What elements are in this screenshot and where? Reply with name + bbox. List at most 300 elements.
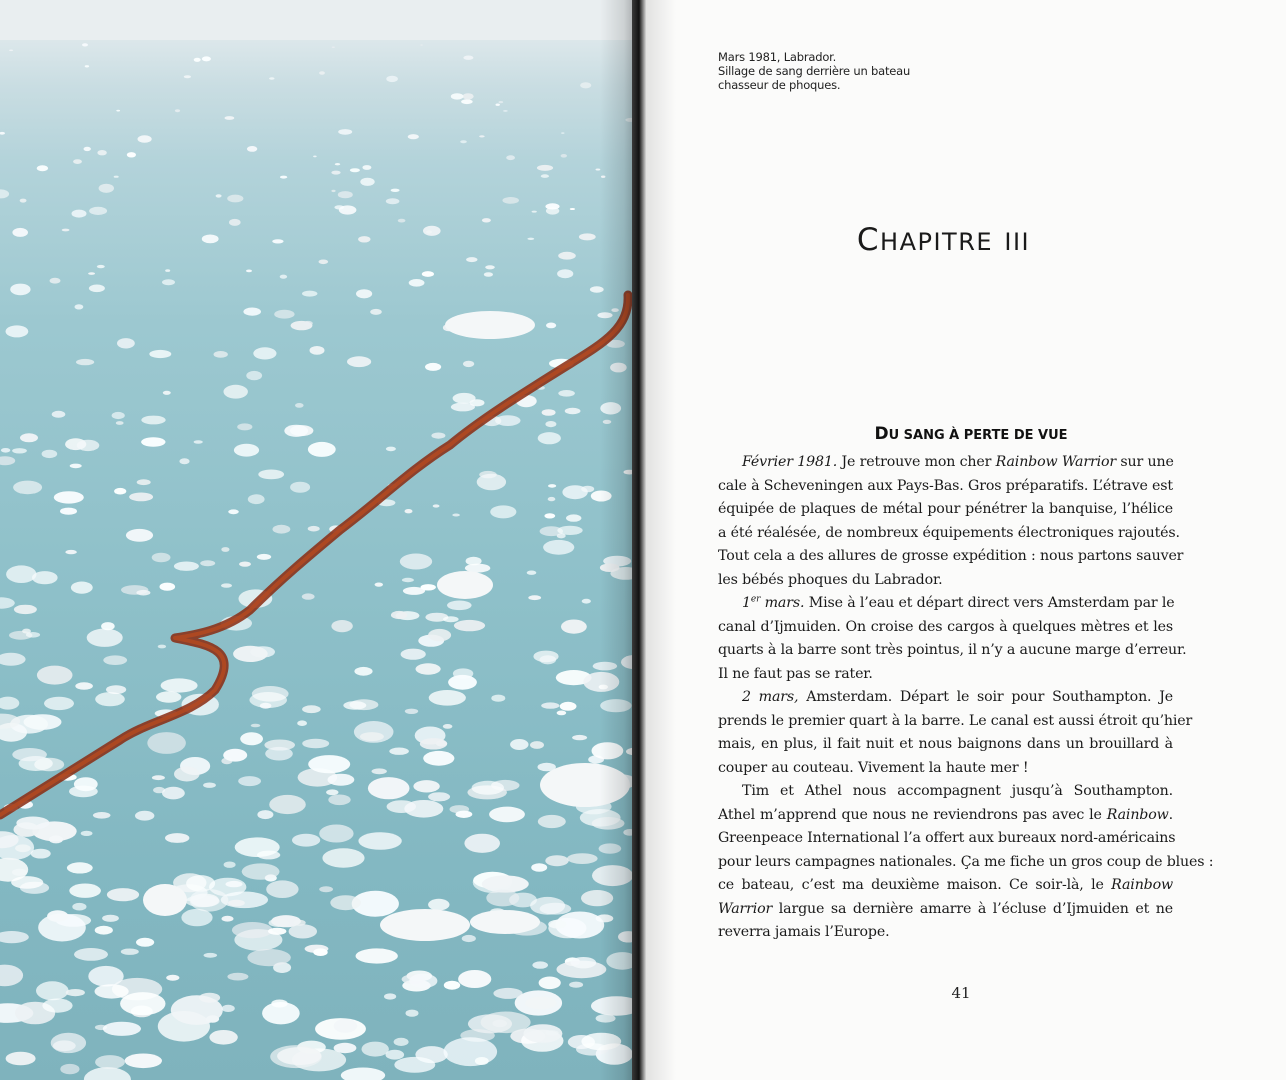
ice-floe bbox=[523, 1024, 562, 1043]
ice-floe bbox=[408, 134, 419, 139]
ice-floe bbox=[567, 853, 598, 864]
ice-floe bbox=[222, 1005, 235, 1012]
ice-floe bbox=[95, 692, 125, 706]
ice-floe bbox=[545, 855, 568, 866]
ice-floe bbox=[0, 931, 29, 943]
ice-floe bbox=[582, 599, 591, 604]
ice-floe bbox=[0, 597, 15, 608]
text-span: Je retrouve mon cher bbox=[837, 454, 996, 470]
ice-floe bbox=[334, 1043, 357, 1053]
ice-floe bbox=[37, 165, 48, 171]
ice-floe bbox=[271, 915, 301, 927]
ice-floe bbox=[338, 129, 352, 135]
ice-floe bbox=[566, 514, 581, 521]
ice-floe bbox=[425, 363, 441, 371]
ice-floe bbox=[233, 646, 268, 662]
ice-floe bbox=[334, 205, 344, 209]
ice-floe bbox=[319, 825, 353, 843]
ice-floe bbox=[548, 920, 566, 929]
ice-floe bbox=[451, 403, 475, 412]
ice-floe bbox=[561, 620, 587, 634]
ice-floe bbox=[548, 497, 556, 501]
ice-floe bbox=[331, 171, 340, 175]
ice-floe bbox=[101, 622, 115, 630]
ice-floe bbox=[50, 278, 61, 284]
text-line: pour leurs campagnes nationales. Ça me fiche un gros coup de blues : bbox=[718, 853, 1214, 870]
ice-floe bbox=[73, 159, 82, 164]
ice-floe bbox=[453, 668, 473, 678]
ice-floe bbox=[331, 620, 352, 632]
ice-floe bbox=[546, 323, 556, 329]
ice-floe bbox=[200, 560, 215, 566]
ice-floe bbox=[0, 965, 23, 987]
ice-floe bbox=[75, 304, 84, 309]
ice-floe bbox=[570, 208, 575, 210]
date-emphasis: Février 1981. bbox=[742, 454, 838, 470]
ice-floe bbox=[84, 147, 91, 151]
ice-floe bbox=[137, 479, 151, 485]
ice-floe bbox=[493, 988, 522, 999]
ice-floe bbox=[227, 973, 248, 981]
ice-floe bbox=[60, 1064, 79, 1074]
ice-floe bbox=[12, 748, 47, 761]
ice-floe bbox=[44, 697, 74, 710]
ice-floe bbox=[251, 724, 261, 728]
ice-floe bbox=[548, 484, 556, 488]
ice-floe bbox=[386, 198, 400, 204]
ice-floe bbox=[6, 1052, 36, 1065]
ice-floe bbox=[228, 900, 245, 907]
ice-floe bbox=[66, 989, 85, 996]
ice-floe bbox=[84, 1067, 131, 1080]
ice-floe bbox=[356, 289, 372, 298]
ice-floe bbox=[49, 835, 63, 843]
ice-floe bbox=[280, 176, 287, 179]
ice-floe bbox=[174, 562, 199, 571]
ice-floe bbox=[47, 910, 68, 922]
body-text bbox=[718, 451, 1214, 945]
text-line bbox=[718, 451, 1173, 475]
ice-floe bbox=[375, 583, 383, 587]
text-span: Mise à l’eau et départ direct vers Amsterdam par le bbox=[804, 595, 1175, 611]
ice-floe bbox=[42, 999, 72, 1013]
ice-floe bbox=[67, 862, 93, 873]
ice-floe bbox=[257, 554, 271, 560]
text-span: ce bateau, c’est ma deuxième maison. Ce soir-là, le bbox=[718, 877, 1112, 893]
ice-floe bbox=[81, 831, 93, 836]
ice-floe bbox=[462, 935, 476, 942]
ice-floe bbox=[398, 219, 406, 223]
ice-floe bbox=[528, 595, 541, 600]
ice-floe bbox=[444, 1037, 498, 1066]
ice-floe bbox=[581, 486, 594, 493]
ice-floe bbox=[443, 724, 453, 729]
ice-floe bbox=[15, 844, 31, 852]
ice-floe bbox=[60, 508, 77, 515]
caption-line: Mars 1981, Labrador. bbox=[718, 50, 837, 64]
ice-floe bbox=[156, 691, 181, 702]
ice-floe bbox=[297, 720, 307, 726]
ice-floe bbox=[557, 526, 582, 535]
ice-floe bbox=[141, 437, 165, 446]
ice-floe bbox=[292, 834, 320, 847]
ice-floe bbox=[31, 849, 51, 859]
ice-floe bbox=[384, 993, 396, 999]
ice-floe bbox=[116, 110, 120, 112]
ice-floe bbox=[1, 448, 10, 453]
ice-floe bbox=[447, 601, 472, 611]
text-line: Il ne faut pas se rater. bbox=[718, 665, 873, 682]
ice-floe bbox=[538, 815, 566, 828]
ice-floe bbox=[216, 194, 222, 197]
large-ice-floe bbox=[143, 884, 187, 916]
ice-floe bbox=[54, 491, 84, 503]
ice-floe bbox=[246, 270, 252, 273]
text-line: prends le premier quart à la barre. Le canal est aussi étroit qu’hier bbox=[718, 712, 1193, 729]
text-line: couper au couteau. Vivement la haute mer ! bbox=[718, 759, 1029, 776]
ice-floe bbox=[541, 702, 559, 708]
ship-name: Rainbow Warrior bbox=[995, 454, 1117, 470]
ice-floe bbox=[269, 795, 306, 814]
ice-floe bbox=[162, 787, 185, 800]
ice-floe bbox=[95, 1055, 125, 1069]
ice-floe bbox=[400, 554, 432, 570]
ice-floe bbox=[14, 605, 37, 614]
ice-floe bbox=[580, 82, 591, 88]
ice-floe bbox=[304, 321, 313, 326]
ice-floe bbox=[538, 432, 561, 444]
ship-name: Warrior bbox=[718, 900, 773, 917]
ice-floe bbox=[362, 165, 371, 170]
ice-floe bbox=[232, 922, 273, 938]
ice-floe bbox=[334, 1019, 358, 1033]
ice-floe bbox=[239, 562, 251, 567]
ice-floe bbox=[428, 629, 451, 641]
ice-floe bbox=[224, 385, 248, 399]
ice-floe bbox=[502, 197, 519, 204]
ice-floe bbox=[532, 211, 537, 213]
ice-floe bbox=[126, 529, 153, 542]
ice-floe bbox=[579, 233, 596, 240]
ice-floe bbox=[36, 981, 69, 1000]
ice-floe bbox=[152, 775, 165, 780]
ice-floe bbox=[429, 690, 466, 706]
ice-floe bbox=[428, 792, 450, 801]
ice-floe bbox=[270, 1045, 322, 1068]
ice-floe bbox=[11, 876, 43, 889]
ice-floe bbox=[184, 75, 191, 78]
ice-floe bbox=[227, 195, 243, 203]
ice-floe bbox=[394, 1057, 435, 1073]
ice-floe bbox=[37, 666, 73, 685]
ice-floe bbox=[475, 1057, 489, 1065]
ice-floe bbox=[0, 132, 5, 135]
ice-floe bbox=[421, 584, 436, 590]
ice-floe bbox=[319, 886, 333, 892]
ice-floe bbox=[354, 667, 372, 676]
ice-floe bbox=[322, 848, 364, 867]
text-line: équipée de plaques de métal pour pénétrer la banquise, l’hélice bbox=[718, 501, 1173, 517]
ice-floe bbox=[472, 781, 504, 795]
ice-floe bbox=[209, 1030, 237, 1045]
ice-floe bbox=[530, 897, 565, 915]
ice-floe bbox=[362, 1042, 389, 1057]
ice-floe bbox=[238, 776, 261, 786]
text-line: cale à Scheveningen aux Pays-Bas. Gros préparatifs. L’étrave est bbox=[718, 477, 1173, 494]
text-span: . bbox=[1168, 806, 1173, 823]
ice-floe bbox=[249, 692, 287, 708]
ice-floe bbox=[265, 747, 293, 761]
ice-floe bbox=[194, 58, 201, 62]
ice-floe bbox=[341, 1068, 385, 1080]
ice-floe bbox=[160, 583, 176, 591]
ice-floe bbox=[531, 863, 547, 872]
ice-floe bbox=[13, 481, 42, 495]
text-line: reverra jamais l’Europe. bbox=[718, 924, 890, 940]
large-ice-floe bbox=[380, 909, 470, 941]
ice-floe bbox=[463, 56, 473, 60]
ice-floe bbox=[229, 219, 241, 226]
ice-floe bbox=[404, 800, 443, 818]
text-line: les bébés phoques du Labrador. bbox=[718, 571, 943, 588]
text-line: Tout cela a des allures de grosse expédition : nous partons sauver bbox=[718, 548, 1184, 564]
ice-floe bbox=[572, 735, 587, 740]
ice-floe bbox=[391, 189, 400, 192]
ice-floe bbox=[527, 571, 537, 575]
ice-floe bbox=[544, 513, 555, 518]
ice-floe bbox=[103, 1022, 141, 1036]
ice-floe bbox=[6, 565, 36, 583]
ice-floe bbox=[175, 109, 180, 112]
ice-floe bbox=[161, 678, 198, 692]
date-emphasis bbox=[742, 595, 804, 611]
ice-floe bbox=[114, 488, 126, 495]
ice-floe-blood-trail-photo bbox=[0, 0, 640, 1080]
text-line bbox=[718, 592, 1173, 616]
ice-floe bbox=[20, 199, 27, 203]
ice-floe bbox=[271, 1000, 287, 1008]
text-span: mars. bbox=[760, 595, 805, 611]
ice-floe bbox=[461, 99, 473, 104]
ice-floe bbox=[308, 755, 350, 773]
ice-floe bbox=[166, 975, 179, 981]
chapter-word-cap: C bbox=[856, 222, 881, 258]
ice-floe bbox=[51, 1033, 86, 1053]
ice-floe bbox=[443, 616, 459, 622]
ice-floe bbox=[52, 411, 66, 418]
ice-floe bbox=[561, 132, 564, 133]
ice-floe bbox=[235, 837, 280, 857]
ice-floe bbox=[466, 557, 482, 566]
ice-floe bbox=[202, 56, 211, 61]
text-span: Athel m’apprend que nous ne reviendrons pas avec le bbox=[718, 806, 1107, 823]
ice-floe bbox=[302, 739, 329, 749]
ice-floe bbox=[74, 777, 98, 791]
ice-floe bbox=[71, 582, 93, 594]
ice-floe bbox=[138, 135, 152, 143]
ice-floe bbox=[74, 948, 108, 961]
ice-floe bbox=[72, 903, 86, 911]
text-line bbox=[718, 874, 1173, 898]
ice-floe bbox=[308, 442, 336, 457]
ice-floe bbox=[394, 1038, 409, 1046]
ice-floe bbox=[258, 470, 284, 480]
section-title bbox=[646, 424, 1286, 444]
ice-floe bbox=[127, 152, 136, 157]
ice-floe bbox=[6, 325, 29, 337]
ice-floe bbox=[269, 77, 274, 79]
ice-floe bbox=[561, 154, 567, 158]
ice-floe bbox=[423, 751, 454, 766]
ice-floe bbox=[490, 505, 516, 518]
ice-floe bbox=[247, 949, 290, 966]
text-line: mais, en plus, il fait nuit et nous baignons dans un brouillard à bbox=[718, 736, 1173, 752]
ice-floe bbox=[240, 732, 263, 745]
ice-floe bbox=[10, 284, 30, 296]
ice-floe bbox=[272, 239, 283, 243]
ice-floe bbox=[466, 257, 477, 262]
ice-floe bbox=[557, 711, 567, 716]
right-page-text bbox=[646, 0, 1286, 1080]
ship-name: Rainbow bbox=[1106, 806, 1169, 823]
ice-floe bbox=[543, 540, 574, 555]
ice-floe bbox=[558, 390, 575, 397]
ice-floe bbox=[431, 433, 445, 439]
ice-floe bbox=[302, 593, 315, 599]
ice-floe bbox=[222, 916, 234, 922]
ice-floe bbox=[162, 279, 175, 285]
ice-floe bbox=[136, 590, 150, 596]
caption-line: Sillage de sang derrière un bateau bbox=[718, 64, 911, 78]
ice-floe bbox=[237, 423, 252, 430]
ice-floe bbox=[268, 928, 286, 935]
ice-floe bbox=[358, 832, 401, 850]
ice-floe bbox=[499, 101, 504, 103]
ice-floe bbox=[88, 272, 95, 275]
ice-floe bbox=[20, 433, 38, 442]
ice-floe bbox=[147, 732, 186, 754]
ice-floe bbox=[129, 493, 153, 502]
ice-floe bbox=[302, 705, 321, 713]
ice-floe bbox=[477, 474, 506, 490]
ice-floe bbox=[328, 795, 350, 806]
ice-floe bbox=[541, 174, 549, 178]
text-line: quarts à la barre sont très pointus, il n’y a aucune marge d’erreur. bbox=[718, 642, 1187, 658]
ice-floe bbox=[510, 739, 528, 750]
ice-floe bbox=[416, 663, 441, 674]
ice-floe bbox=[266, 880, 298, 898]
ice-floe bbox=[202, 235, 219, 244]
ice-floe bbox=[492, 1020, 507, 1028]
ice-floe bbox=[12, 448, 27, 453]
ice-floe bbox=[0, 653, 26, 666]
photo-caption bbox=[718, 50, 948, 92]
ice-floe bbox=[62, 229, 70, 232]
ice-floe bbox=[310, 346, 325, 355]
sky-haze bbox=[0, 0, 640, 40]
ice-floe bbox=[463, 93, 474, 99]
ice-floe bbox=[125, 1054, 162, 1069]
caption-line: chasseur de phoques. bbox=[718, 78, 841, 92]
ice-floe bbox=[338, 191, 353, 198]
ice-floe bbox=[565, 408, 581, 414]
ice-floe bbox=[12, 228, 28, 237]
page-number: 41 bbox=[951, 984, 971, 1002]
ice-floe bbox=[313, 948, 327, 956]
ice-floe bbox=[537, 165, 553, 171]
ice-floe bbox=[243, 308, 261, 316]
ice-floe bbox=[532, 961, 548, 968]
ice-floe bbox=[116, 421, 124, 425]
ice-floe bbox=[486, 890, 519, 907]
ice-floe bbox=[560, 702, 577, 711]
ice-floe bbox=[0, 456, 15, 465]
ice-floe bbox=[70, 464, 82, 469]
ice-floe bbox=[204, 953, 218, 958]
ice-floe bbox=[406, 1010, 419, 1017]
ice-floe bbox=[82, 43, 88, 46]
ice-floe bbox=[117, 338, 135, 348]
ice-floe bbox=[319, 260, 329, 265]
ice-floe bbox=[479, 135, 485, 137]
ice-floe bbox=[77, 440, 100, 451]
text-span: Amsterdam. Départ le soir pour Southampton. Je bbox=[798, 689, 1173, 705]
ice-floe bbox=[484, 272, 493, 277]
ice-floe bbox=[533, 651, 558, 663]
blood-trail bbox=[0, 295, 628, 815]
ice-floe bbox=[152, 553, 171, 562]
ice-floe bbox=[102, 915, 119, 922]
ice-floe bbox=[343, 701, 366, 710]
ice-floe bbox=[335, 163, 340, 165]
text-line bbox=[718, 804, 1173, 828]
text-line: a été réalésée, de nombreux équipements électroniques rajoutés. bbox=[718, 524, 1180, 541]
ice-floe bbox=[482, 218, 491, 222]
ice-floe bbox=[257, 810, 273, 819]
ice-floe bbox=[194, 440, 203, 443]
ice-floe bbox=[319, 71, 325, 74]
ice-floe bbox=[386, 76, 398, 82]
ice-floe bbox=[545, 421, 556, 427]
ice-floe bbox=[93, 812, 111, 819]
ice-floe bbox=[87, 629, 123, 647]
right-gutter-shadow bbox=[646, 0, 676, 1080]
ice-floe bbox=[527, 238, 534, 240]
ice-floe bbox=[413, 780, 439, 792]
ice-floe bbox=[525, 997, 557, 1010]
ice-floe bbox=[405, 709, 418, 714]
ice-floe bbox=[221, 583, 232, 587]
ice-floe bbox=[99, 184, 114, 193]
ice-floe bbox=[103, 655, 127, 665]
ice-floe bbox=[423, 226, 441, 236]
ice-floe bbox=[330, 895, 361, 910]
ice-floe bbox=[326, 789, 338, 795]
ice-floe bbox=[503, 110, 508, 112]
ice-floe bbox=[542, 409, 556, 416]
ice-floe bbox=[214, 351, 228, 358]
ice-floe bbox=[89, 285, 105, 293]
ice-floe bbox=[539, 977, 561, 990]
ice-floe bbox=[0, 189, 9, 198]
ice-floe bbox=[158, 645, 166, 649]
text-line: Greenpeace International l’a offert aux bureaux nord-américains bbox=[718, 830, 1176, 846]
ice-floe bbox=[302, 291, 317, 297]
ice-floe bbox=[72, 210, 87, 218]
ice-floe bbox=[485, 265, 495, 269]
ice-floe bbox=[16, 817, 49, 830]
section-title-cap: D bbox=[874, 424, 889, 444]
